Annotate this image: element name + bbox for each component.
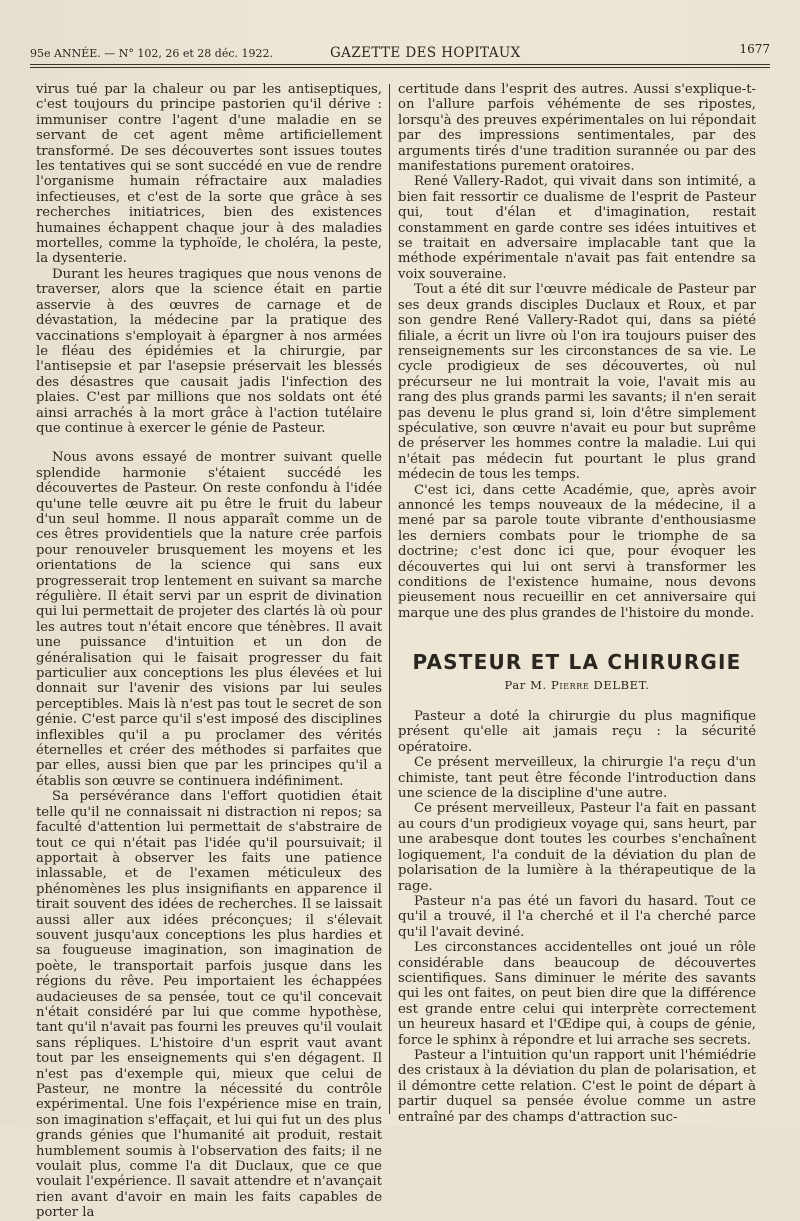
paragraph: René Vallery-Radot, qui vivait dans son intimité, a bien fait ressortir ce dualisme de l'esprit de Pasteur qui, tout d'élan et d'imagination, restait constamment en garde contre ses idées intuitives et se traitait en adversaire implacable tant que la méthode expérimentale n'avait pas fait entendre sa voix souveraine. <box>398 174 756 282</box>
right-column <box>398 82 756 1125</box>
column-divider <box>389 84 390 1114</box>
paragraph: Durant les heures tragiques que nous venons de traverser, alors que la science était en partie asservie à des œuvres de carnage et de dévastation, la médecine par la pratique des vaccinations s'employait à épargner à nos armées le fléau des épidémies et la chirurgie, par l'antisepsie et par l'asepsie préservait les blessés des désastres que causait jadis l'infection des plaies. C'est par millions que nos soldats ont été ainsi arrachés à la mort grâce à l'action tutélaire que continue à exercer le génie de Pasteur. <box>36 266 382 436</box>
journal-title: GAZETTE DES HOPITAUX <box>330 45 521 61</box>
article-author: Pierre DELBET. <box>551 677 650 692</box>
paragraph: Les circonstances accidentelles ont joué un rôle considérable dans beaucoup de découvertes scientifiques. Sans diminuer le mérite des savants qui les ont faites, on peut bien dire que la différence est grande entre celui qui interprète correctement un heureux hasard et l'Œdipe qui, à coups de génie, force le sphinx à répondre et lui arrache ses secrets. <box>398 940 756 1048</box>
page-number: 1677 <box>739 42 770 56</box>
article-title: PASTEUR ET LA CHIRURGIE <box>412 650 742 675</box>
paragraph: virus tué par la chaleur ou par les antiseptiques, c'est toujours du principe pastorien qu'il dérive : immuniser contre l'agent d'une maladie en se servant de cet agent même artificiellement transformé. De ses découvertes sont issues toutes les tentatives qui se sont succédé en vue de rendre l'organisme humain réfractaire aux maladies infectieuses, et c'est de la sorte que grâce à ses recherches initiatrices, bien des existences humaines échappent chaque jour à des maladies mortelles, comme la typhoïde, le choléra, la peste, la dysenterie. <box>36 82 382 267</box>
paragraph: Ce présent merveilleux, Pasteur l'a fait en passant au cours d'un prodigieux voyage qui, sans heurt, par une arabesque dont toutes les courbes s'enchaînent logiquement, l'a conduit de la déviation du plan de polarisation de la lumière à la thérapeutique de la rage. <box>398 801 756 894</box>
page-header <box>30 40 770 62</box>
paragraph: Ce présent merveilleux, la chirurgie l'a reçu d'un chimiste, tant peut être féconde l'introduction dans une science de la discipline d'une autre. <box>398 755 756 802</box>
paragraph: Pasteur a doté la chirurgie du plus magnifique présent qu'elle ait jamais reçu : la sécurité opératoire. <box>398 709 756 755</box>
paragraph: Tout a été dit sur l'œuvre médicale de Pasteur par ses deux grands disciples Duclaux et Roux, et par son gendre René Vallery-Radot qui, dans sa piété filiale, a écrit un livre où l'on ira toujours puiser des renseignements sur les circonstances de sa vie. Le cycle prodigieux de ses découvertes, où nul précurseur ne lui montrait la voie, l'avait mis au rang des plus grands parmi les savants; il n'en serait pas devenu le plus grand si, loin d'être simplement spéculative, son œuvre n'avait eu pour but suprême de préserver les hommes contre la maladie. Lui qui n'était pas médecin fut pourtant le plus grand médecin de tous les temps. <box>398 282 756 483</box>
left-column <box>36 82 382 1221</box>
paragraph: Pasteur n'a pas été un favori du hasard. Tout ce qu'il a trouvé, il l'a cherché et il l'a cherché parce qu'il l'avait deviné. <box>398 893 756 940</box>
paragraph: Sa persévérance dans l'effort quotidien était telle qu'il ne connaissait ni distraction ni repos; sa faculté d'attention lui permettait de s'abstraire de tout ce qui n'était pas l'idée qu'il poursuivait; il apportait à observer les faits une patience inlassable, et de l'examen méticuleux des phénomènes les plus insignifiants en apparence il tirait souvent des idées de recherches. Il se laissait aussi aller aux idées préconçues; il s'élevait souvent jusqu'aux conceptions les plus hardies et sa fougueuse imagination, son imagination de poète, le transportait parfois jusque dans les régions du rêve. Peu importaient les échappées audacieuses de sa pensée, tout ce qu'il concevait n'était considéré par lui que comme hypothèse, tant qu'il n'avait pas fourni les preuves qu'il voulait sans répliques. L'histoire d'un esprit vaut avant tout par les enseignements qui s'en dégagent. Il n'est pas d'exemple qui, mieux que celui de Pasteur, ne montre la nécessité du contrôle expérimental. Une fois l'expérience mise en train, son imagination s'effaçait, et lui qui fut un des plus grands génies que l'humanité ait produit, restait humblement soumis à l'observation des faits; il ne voulait plus, comme l'a dit Duclaux, que ce que voulait l'expérience. Il savait attendre et n'avançait rien avant d'avoir en main les faits capables de porter la <box>36 789 382 1221</box>
article-byline <box>398 678 756 693</box>
issue-info: 95e ANNÉE. — N° 102, 26 et 28 déc. 1922. <box>30 47 273 60</box>
header-rule <box>30 64 770 65</box>
paragraph: C'est ici, dans cette Académie, que, après avoir annoncé les temps nouveaux de la médecine, il a mené par sa parole toute vibrante d'enthousiasme les derniers combats pour le triomphe de sa doctrine; c'est donc ici que, pour évoquer les découvertes qui lui ont servi à transformer les conditions de l'existence humaine, nous devons pieusement nous recueillir en cet anniversaire qui marque une des plus grandes de l'histoire du monde. <box>398 482 756 621</box>
header-rule-double <box>30 67 770 68</box>
paragraph: certitude dans l'esprit des autres. Aussi s'explique-t-on l'allure parfois véhémente de ses ripostes, lorsqu'à des preuves expérimentales on lui répondait par des impressions sentimentales, par des arguments tirés d'une tradition surannée ou par des manifestations purement oratoires. <box>398 82 756 175</box>
paragraph: Nous avons essayé de montrer suivant quelle splendide harmonie s'étaient succédé les découvertes de Pasteur. On reste confondu à l'idée qu'une telle œuvre ait pu être le fruit du labeur d'un seul homme. Il nous apparaît comme un de ces êtres providentiels que la nature crée parfois pour renouveler brusquement les moyens et les orientations de la science qui sans eux progresserait trop lentement en suivant sa marche régulière. Il était servi par un esprit de divination qui lui permettait de projeter des clartés là où pour les autres tout n'était encore que ténèbres. Il avait une puissance d'intuition et un don de généralisation qui le faisait progresser du fait particulier aux conceptions les plus élevées et lui donnait sur l'avenir des visions par lui seules perceptibles. Mais là n'est pas tout le secret de son génie. C'est parce qu'il s'est imposé des disciplines inflexibles qu'il a pu proclamer des vérités éternelles et créer des méthodes si parfaites que par elles, aussi bien que par les principes qu'il a établis son œuvre se continuera indéfiniment. <box>36 450 382 789</box>
byline-prefix: Par M. <box>504 677 547 692</box>
paragraph: Pasteur a l'intuition qu'un rapport unit l'hémiédrie des cristaux à la déviation du plan de polarisation, et il démontre cette relation. C'est le point de départ à partir duquel sa pensée évolue comme un astre entraîné par des champs d'attraction suc- <box>398 1047 756 1125</box>
